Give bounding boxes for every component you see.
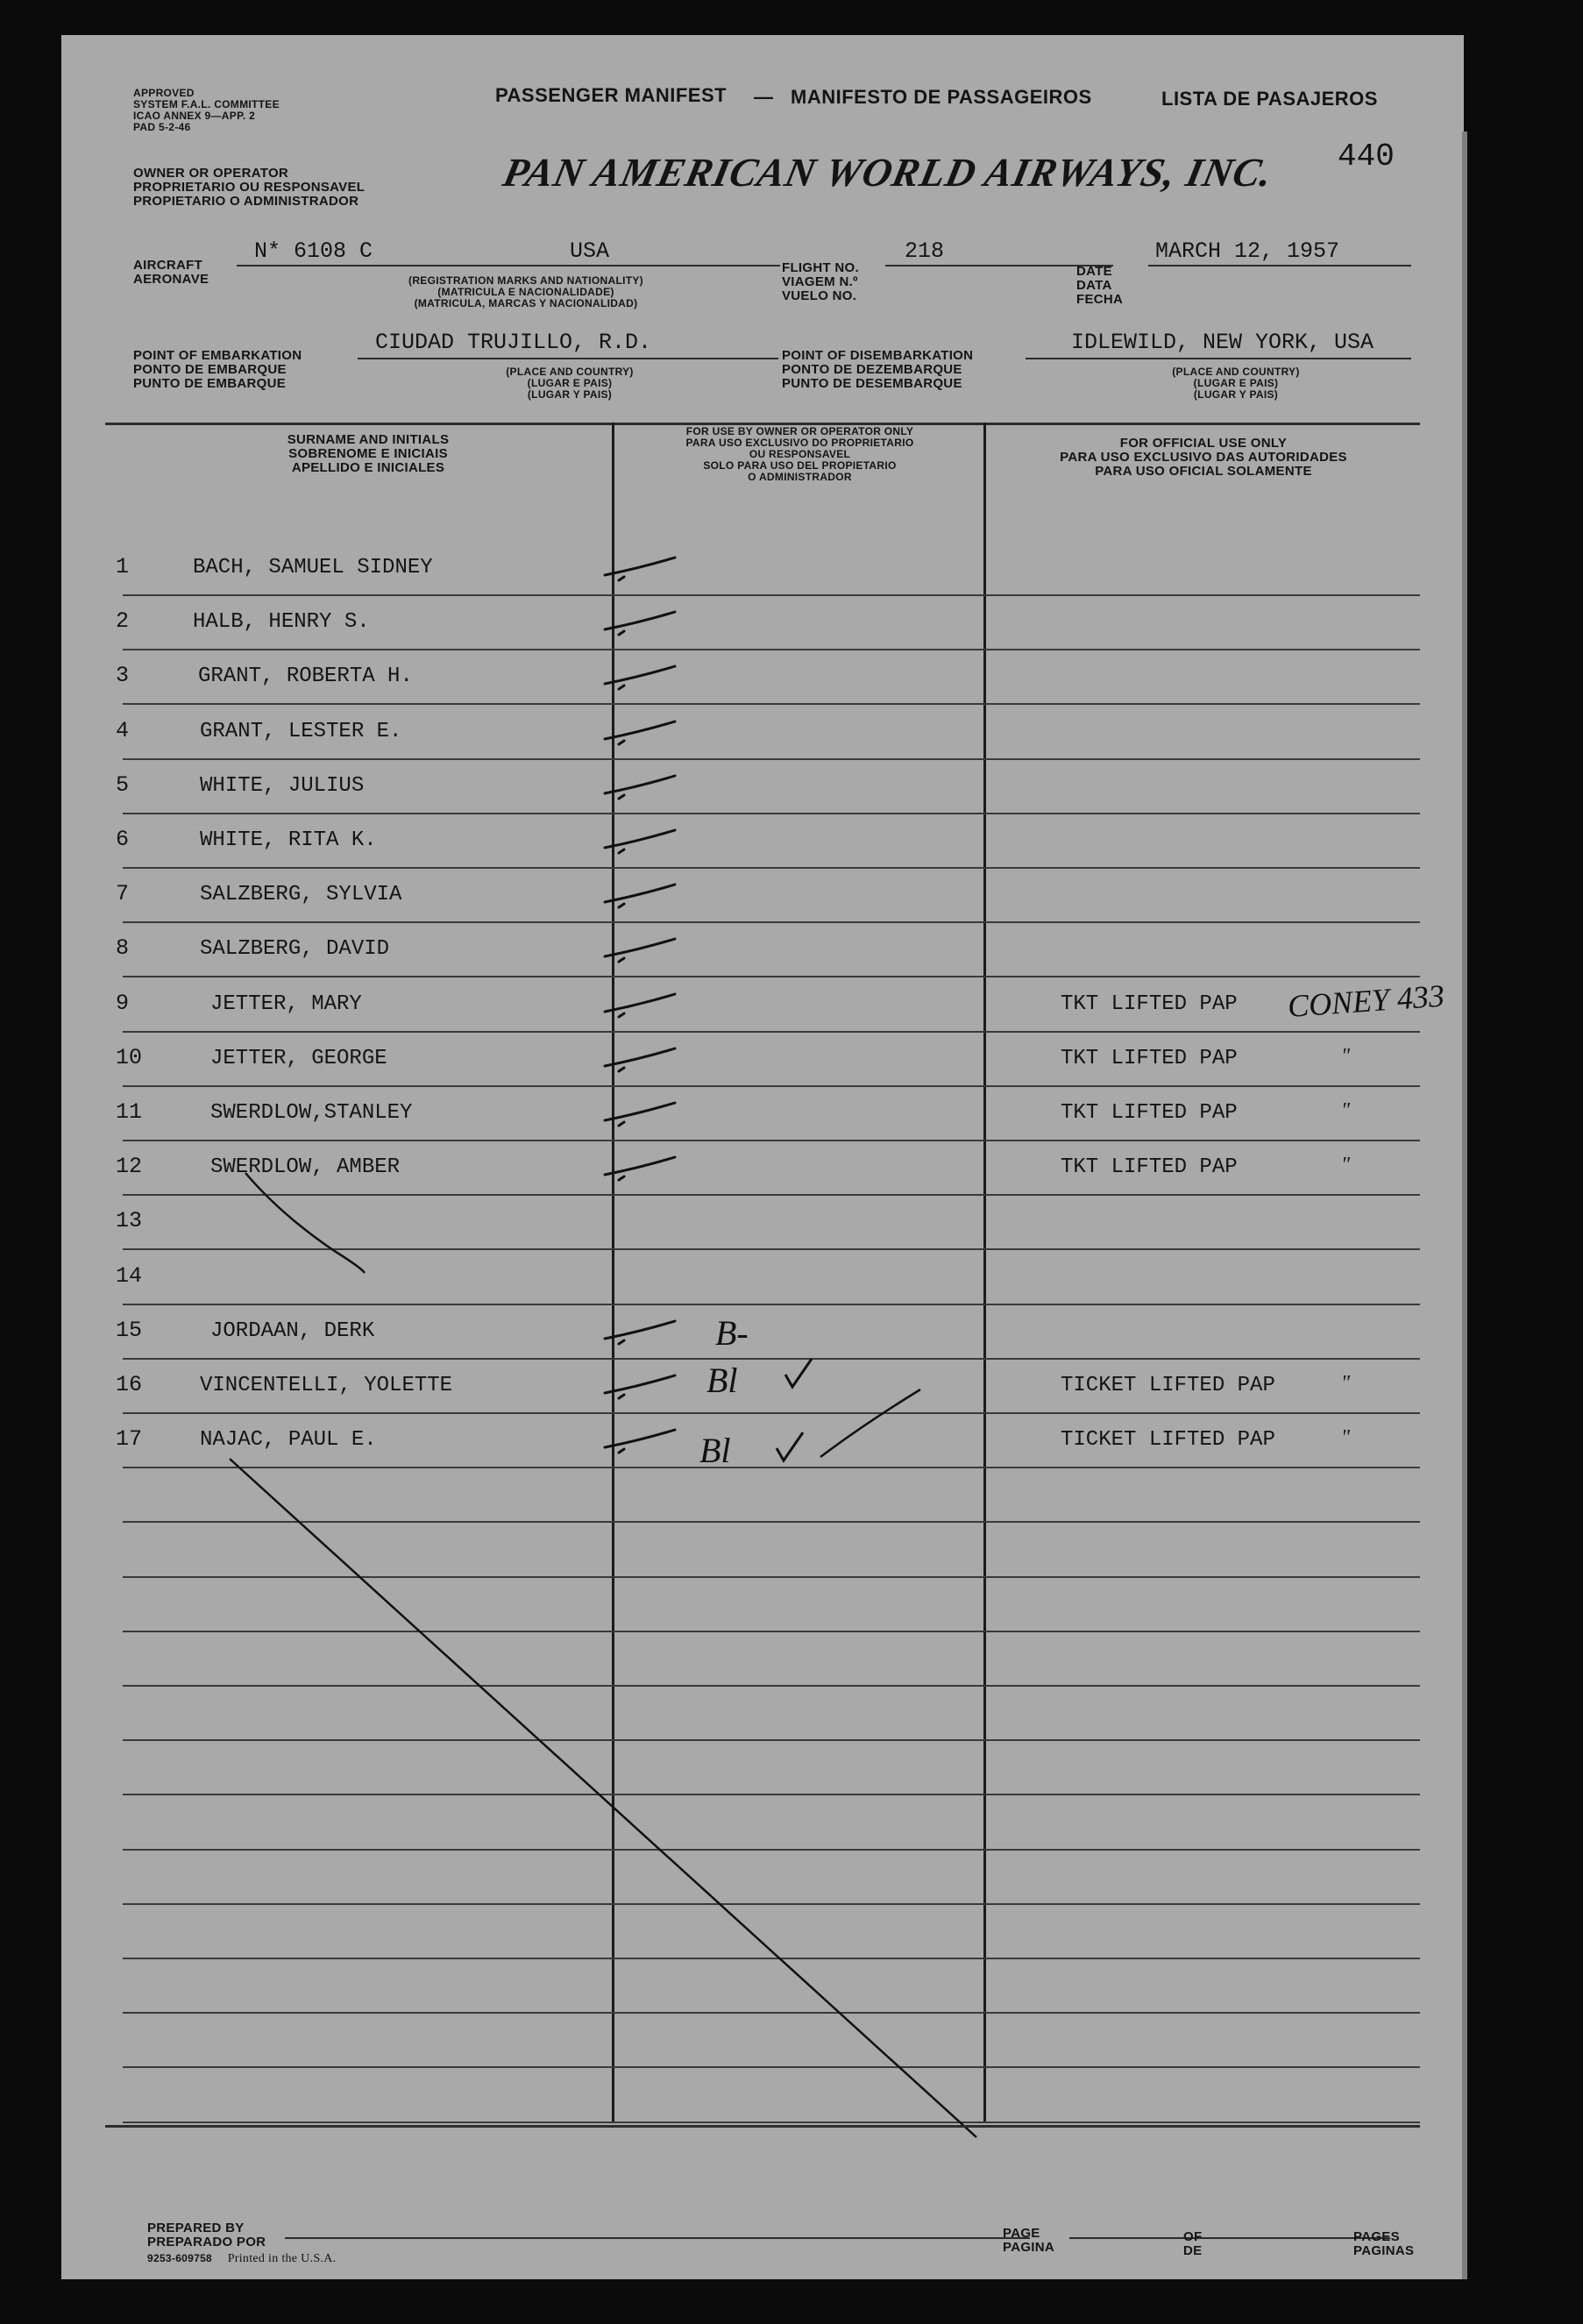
approval-line: APPROVED (133, 87, 195, 99)
embarkation-label: PUNTO DE EMBARQUE (133, 376, 287, 391)
column-header-line: OU RESPONSAVEL (749, 448, 851, 460)
owner-label: PROPRIETARIO OU RESPONSAVEL (133, 180, 366, 195)
place-caption: (LUGAR E PAIS) (1193, 377, 1279, 389)
of-label: DE (1183, 2243, 1203, 2258)
embarkation-label: POINT OF EMBARKATION (133, 348, 302, 363)
page-line (1069, 2237, 1236, 2239)
owner-label: PROPIETARIO O ADMINISTRADOR (133, 194, 359, 209)
check-tick (605, 1430, 675, 1453)
column-header-line: FOR USE BY OWNER OR OPERATOR ONLY (685, 425, 914, 437)
registration-caption: (MATRICULA E NACIONALIDADE) (437, 286, 614, 298)
title-dash: — (754, 86, 774, 108)
row-number: 10 (116, 1045, 143, 1070)
flight-label: VUELO NO. (782, 288, 857, 303)
place-caption: (PLACE AND COUNTRY) (1172, 366, 1300, 378)
passenger-name: SALZBERG, SYLVIA (200, 883, 402, 906)
registration-caption: (REGISTRATION MARKS AND NATIONALITY) (408, 274, 643, 287)
row-number: 15 (116, 1318, 143, 1343)
check-tick (605, 830, 675, 853)
title-spanish: LISTA DE PASAJEROS (1161, 88, 1378, 110)
official-use-entry: TKT LIFTED PAP (1061, 1047, 1238, 1070)
official-use-entry: TKT LIFTED PAP (1061, 1101, 1238, 1125)
passenger-name: SWERDLOW,STANLEY (210, 1101, 413, 1125)
prepared-label: PREPARED BY (147, 2221, 245, 2235)
passenger-name: JETTER, GEORGE (210, 1047, 387, 1070)
row-number: 2 (116, 608, 130, 634)
ditto-mark: " (1341, 1099, 1351, 1122)
table-bottom-rule (105, 2125, 1420, 2128)
check-tick (605, 1048, 675, 1071)
prepared-by-line (285, 2237, 1030, 2239)
flight-label: FLIGHT NO. (782, 260, 859, 275)
passenger-name: JORDAAN, DERK (210, 1319, 375, 1343)
place-caption: (LUGAR E PAIS) (527, 377, 613, 389)
row-number: 8 (116, 935, 130, 961)
row-number: 14 (116, 1263, 143, 1289)
disembarkation-place: IDLEWILD, NEW YORK, USA (1071, 330, 1374, 355)
approval-line: PAD 5-2-46 (133, 121, 191, 133)
row-number: 16 (116, 1372, 143, 1397)
passenger-name: NAJAC, PAUL E. (200, 1428, 377, 1452)
owner-note: B- (715, 1313, 749, 1353)
row-number: 1 (116, 554, 130, 579)
row-number: 4 (116, 718, 130, 743)
row-number: 6 (116, 827, 130, 852)
official-use-entry: TICKET LIFTED PAP (1061, 1374, 1275, 1397)
check-tick (605, 1103, 675, 1126)
row-number: 17 (116, 1426, 143, 1452)
flight-label: VIAGEM N.º (782, 274, 858, 289)
embarkation-label: PONTO DE EMBARQUE (133, 362, 287, 377)
registration-caption: (MATRICULA, MARCAS Y NACIONALIDAD) (414, 297, 638, 309)
approval-line: SYSTEM F.A.L. COMMITTEE (133, 98, 280, 110)
check-tick (605, 1157, 675, 1180)
check-tick (605, 612, 675, 635)
aircraft-label: AERONAVE (133, 272, 209, 287)
manifest-page (61, 35, 1464, 2279)
column-header-line: SURNAME AND INITIALS (287, 432, 450, 447)
column-header-line: FOR OFFICIAL USE ONLY (1119, 436, 1288, 451)
check-tick (605, 1321, 675, 1344)
check-mark (777, 1432, 803, 1460)
check-mark (785, 1359, 812, 1387)
date-label: DATE (1076, 264, 1112, 279)
pages-label: PAGES (1353, 2229, 1400, 2244)
date-label: DATA (1076, 278, 1112, 293)
row-number: 3 (116, 663, 130, 688)
row-number: 7 (116, 881, 130, 906)
place-caption: (LUGAR Y PAIS) (527, 388, 613, 401)
pages-label: PAGINAS (1353, 2243, 1415, 2258)
void-strike-rest (230, 1459, 976, 2137)
embarkation-place: CIUDAD TRUJILLO, R.D. (375, 330, 652, 355)
form-number (147, 2253, 336, 2264)
void-strike-13-14 (245, 1173, 365, 1273)
printed-in-usa: Printed in the U.S.A. (227, 2252, 337, 2265)
check-tick (605, 1375, 675, 1398)
check-tick (605, 939, 675, 962)
aircraft-nationality: USA (570, 238, 610, 264)
ditto-mark: " (1341, 1045, 1351, 1068)
flight-number: 218 (905, 238, 945, 264)
prepared-by-labels (147, 2221, 266, 2249)
of-label: OF (1183, 2229, 1203, 2244)
column-header-line: PARA USO EXCLUSIVO DAS AUTORIDADES (1060, 450, 1347, 465)
prepared-label: PREPARADO POR (147, 2235, 266, 2249)
row-number: 12 (116, 1154, 143, 1179)
row-number: 11 (116, 1099, 143, 1125)
disembarkation-label: POINT OF DISEMBARKATION (782, 348, 974, 363)
airline-name: PAN AMERICAN WORLD AIRWAYS, INC. (499, 150, 1277, 195)
ditto-mark: " (1341, 1426, 1351, 1449)
title-english: PASSENGER MANIFEST (495, 84, 728, 106)
approval-line: ICAO ANNEX 9—APP. 2 (133, 110, 256, 122)
official-use-entry: TICKET LIFTED PAP (1061, 1428, 1275, 1452)
passenger-name: HALB, HENRY S. (193, 610, 370, 634)
passenger-name: WHITE, RITA K. (200, 828, 377, 852)
row-number: 9 (116, 991, 130, 1016)
form-number-text: 9253-609758 (147, 2252, 213, 2264)
page-edge (1462, 131, 1467, 2279)
pen-stroke (820, 1389, 920, 1457)
check-tick (605, 721, 675, 744)
owner-note: Bl (706, 1361, 738, 1400)
official-use-entry: TKT LIFTED PAP (1061, 992, 1238, 1016)
passenger-name: JETTER, MARY (210, 992, 362, 1016)
passenger-name: BACH, SAMUEL SIDNEY (193, 556, 433, 579)
disembarkation-label: PUNTO DE DESEMBARQUE (782, 376, 962, 391)
passenger-name: WHITE, JULIUS (200, 774, 365, 798)
of-labels (1183, 2230, 1202, 2258)
check-tick (605, 558, 675, 580)
passenger-name: GRANT, ROBERTA H. (198, 665, 413, 688)
passenger-name: SALZBERG, DAVID (200, 937, 390, 961)
check-tick (605, 994, 675, 1017)
page-labels (1003, 2227, 1054, 2255)
column-header-line: PARA USO OFICIAL SOLAMENTE (1095, 464, 1312, 479)
page-number-stamp: 440 (1338, 139, 1395, 174)
date-label: FECHA (1076, 292, 1124, 307)
aircraft-label: AIRCRAFT (133, 258, 203, 273)
check-tick (605, 776, 675, 799)
disembarkation-label: PONTO DE DEZEMBARQUE (782, 362, 962, 377)
ditto-mark: " (1341, 1154, 1351, 1176)
passenger-name: VINCENTELLI, YOLETTE (200, 1374, 453, 1397)
pages-labels (1353, 2230, 1414, 2258)
column-header-line: PARA USO EXCLUSIVO DO PROPRIETARIO (685, 437, 914, 449)
place-caption: (PLACE AND COUNTRY) (506, 366, 634, 378)
column-header-line: APELLIDO E INICIALES (291, 460, 445, 475)
owner-note: Bl (699, 1431, 731, 1470)
handwritten-marks (61, 35, 1464, 2279)
column-header-line: SOBRENOME E INICIAIS (288, 446, 448, 461)
row-number: 5 (116, 772, 130, 798)
row-number: 13 (116, 1208, 143, 1233)
ditto-mark: " (1341, 1372, 1351, 1395)
check-tick (605, 666, 675, 689)
column-header-line: SOLO PARA USO DEL PROPIETARIO (703, 459, 897, 472)
handwritten-note-coney: CONEY 433 (1286, 977, 1446, 1024)
passenger-name: SWERDLOW, AMBER (210, 1155, 401, 1179)
page-label: PAGE (1003, 2226, 1040, 2241)
check-tick (605, 885, 675, 907)
page-label: PAGINA (1003, 2240, 1055, 2255)
owner-label: OWNER OR OPERATOR (133, 166, 289, 181)
place-caption: (LUGAR Y PAIS) (1193, 388, 1279, 401)
flight-date: MARCH 12, 1957 (1155, 238, 1340, 264)
column-header-line: O ADMINISTRADOR (748, 471, 852, 483)
title-portuguese: MANIFESTO DE PASSAGEIROS (791, 86, 1092, 108)
passenger-name: GRANT, LESTER E. (200, 720, 402, 743)
aircraft-registration: N* 6108 C (254, 238, 373, 264)
official-use-entry: TKT LIFTED PAP (1061, 1155, 1238, 1179)
